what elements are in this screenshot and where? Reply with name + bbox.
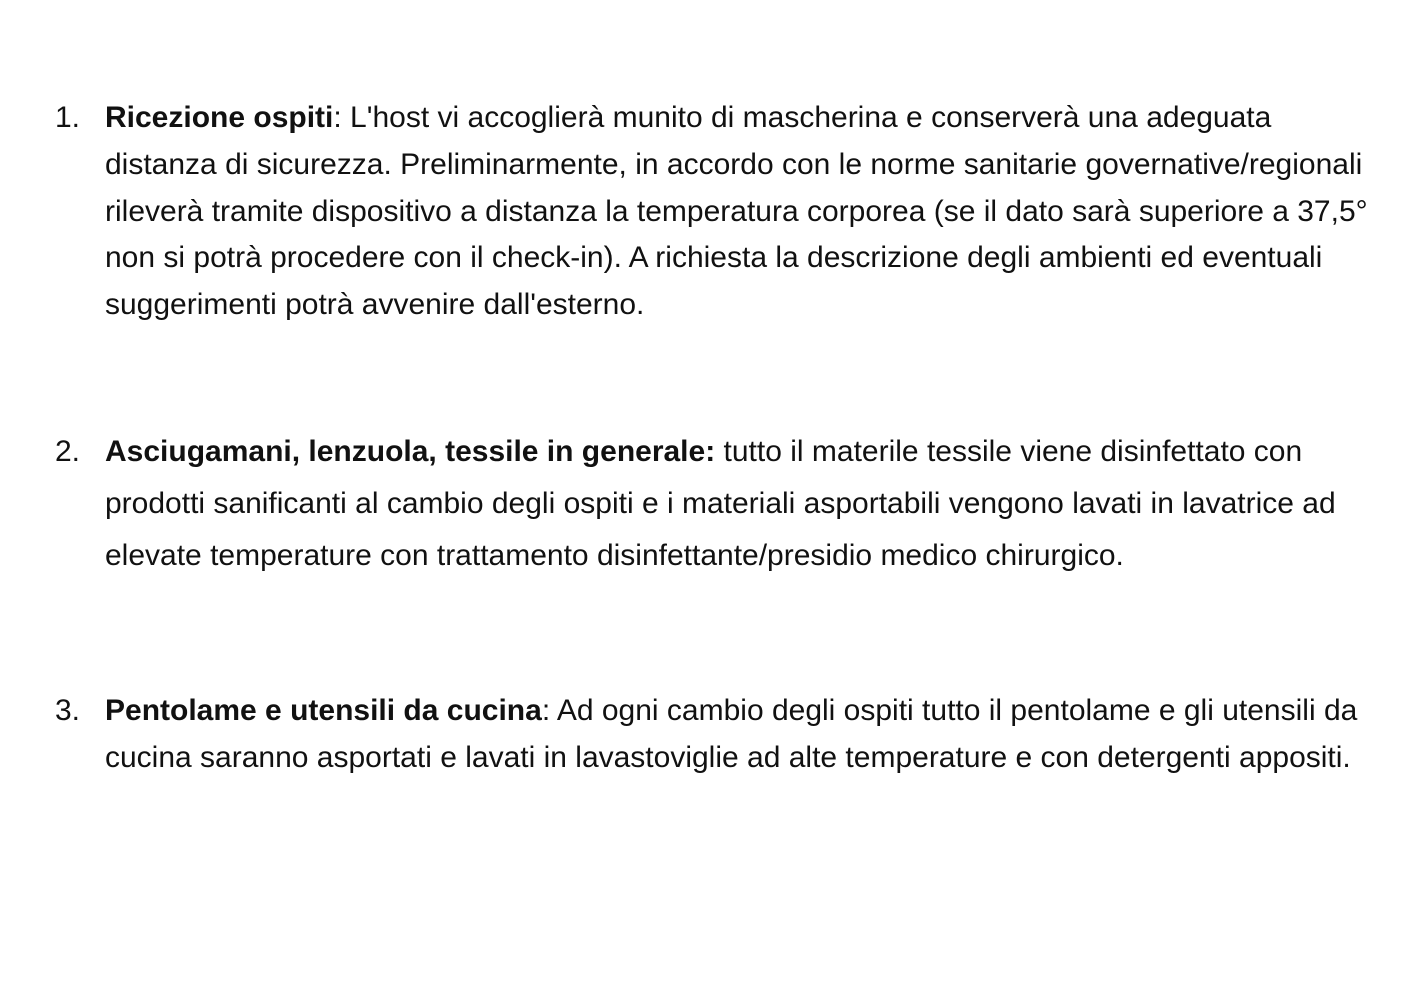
list-item-title: Asciugamani, lenzuola, tessile in generale: xyxy=(105,435,716,468)
list-item xyxy=(55,688,1385,782)
list-item-body: tutto il materile tessile viene disinfettato con prodotti sanificanti al cambio degli ospiti e i materiali asportabili vengono lavati in lavatrice ad elevate temperature con trattamento disinfettante/presidio medico chirurgico. xyxy=(105,435,1336,572)
list-item-body: Ad ogni cambio degli ospiti tutto il pentolame e gli utensili da cucina saranno asportati e lavati in lavastoviglie ad alte temperature e con detergenti appositi. xyxy=(105,694,1358,774)
list-item-text xyxy=(105,688,1380,782)
list-item-body: L'host vi accoglierà munito di mascherina e conserverà una adeguata distanza di sicurezza. Preliminarmente, in accordo con le norme sanitarie governative/regionali rileverà tramite dispositivo a distanza la temperatura corporea (se il dato sarà superiore a 37,5° non si potrà procedere con il check-in). A richiesta la descrizione degli ambienti ed eventuali suggerimenti potrà avvenire dall'esterno. xyxy=(105,101,1368,322)
list-item-text xyxy=(105,426,1380,582)
list-item-number: 2. xyxy=(55,435,81,468)
list-item xyxy=(55,426,1385,582)
list-item-title: Pentolame e utensili da cucina xyxy=(105,694,542,727)
list-item-title: Ricezione ospiti xyxy=(105,101,334,134)
list-item xyxy=(55,95,1385,329)
list-item-number: 3. xyxy=(55,694,81,727)
list-item-number: 1. xyxy=(55,101,81,134)
list-item-text xyxy=(105,95,1380,329)
list-item-separator: : xyxy=(541,694,551,727)
list-item-separator: : xyxy=(333,101,342,134)
